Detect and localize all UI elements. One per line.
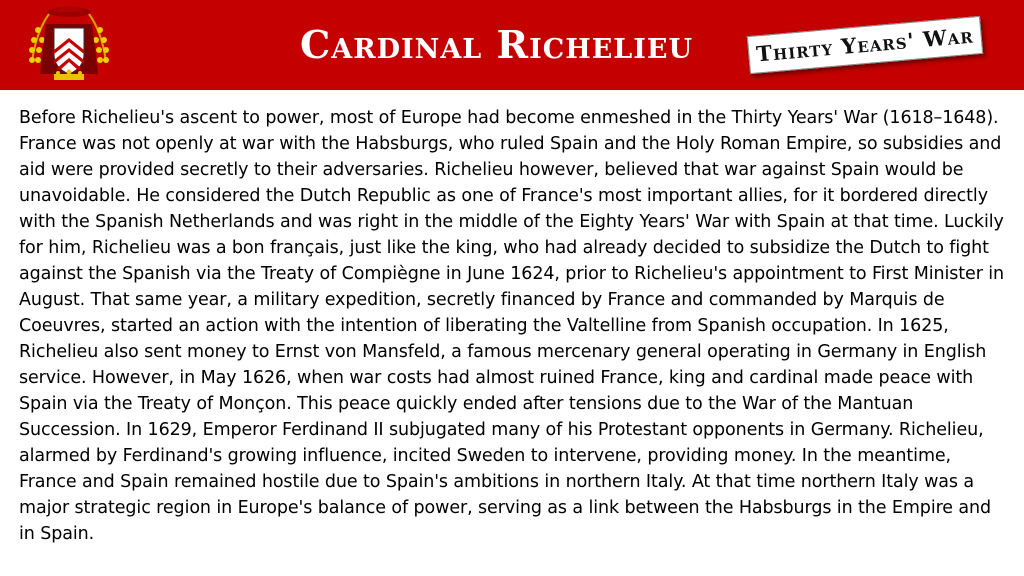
page-title: Cardinal Richelieu	[300, 22, 694, 67]
topic-tag: Thirty Years' War	[747, 16, 983, 74]
coat-of-arms-icon	[24, 2, 114, 88]
header-bar	[0, 0, 1024, 90]
body-paragraph: Before Richelieu's ascent to power, most of Europe had become enmeshed in the Thirty Years' War (1618–1648). France was not openly at war with the Habsburgs, who ruled Spain and the Holy Roman Empire, so subsidies and aid were provided secretly to their adversaries. Richelieu however, believed that war against Spain would be unavoidable. He considered the Dutch Republic as one of France's most important allies, for it bordered directly with the Spanish Netherlands and was right in the middle of the Eighty Years' War with Spain at that time. Luckily for him, Richelieu was a bon français, just like the king, who had already decided to subsidize the Dutch to fight against the Spanish via the Treaty of Compiègne in June 1624, prior to Richelieu's appointment to First Minister in August. That same year, a military expedition, secretly financed by France and commanded by Marquis de Coeuvres, started an action with the intention of liberating the Valtelline from Spanish occupation. In 1625, Richelieu also sent money to Ernst von Mansfeld, a famous mercenary general operating in Germany in English service. However, in May 1626, when war costs had almost ruined France, king and cardinal made peace with Spain via the Treaty of Monçon. This peace quickly ended after tensions due to the War of the Mantuan Succession. In 1629, Emperor Ferdinand II subjugated many of his Protestant opponents in Germany. Richelieu, alarmed by Ferdinand's growing influence, incited Sweden to intervene, providing money. In the meantime, France and Spain remained hostile due to Spain's ambitions in northern Italy. At that time northern Italy was a major strategic region in Europe's balance of power, serving as a link between the Habsburgs in the Empire and in Spain.	[19, 108, 1005, 544]
